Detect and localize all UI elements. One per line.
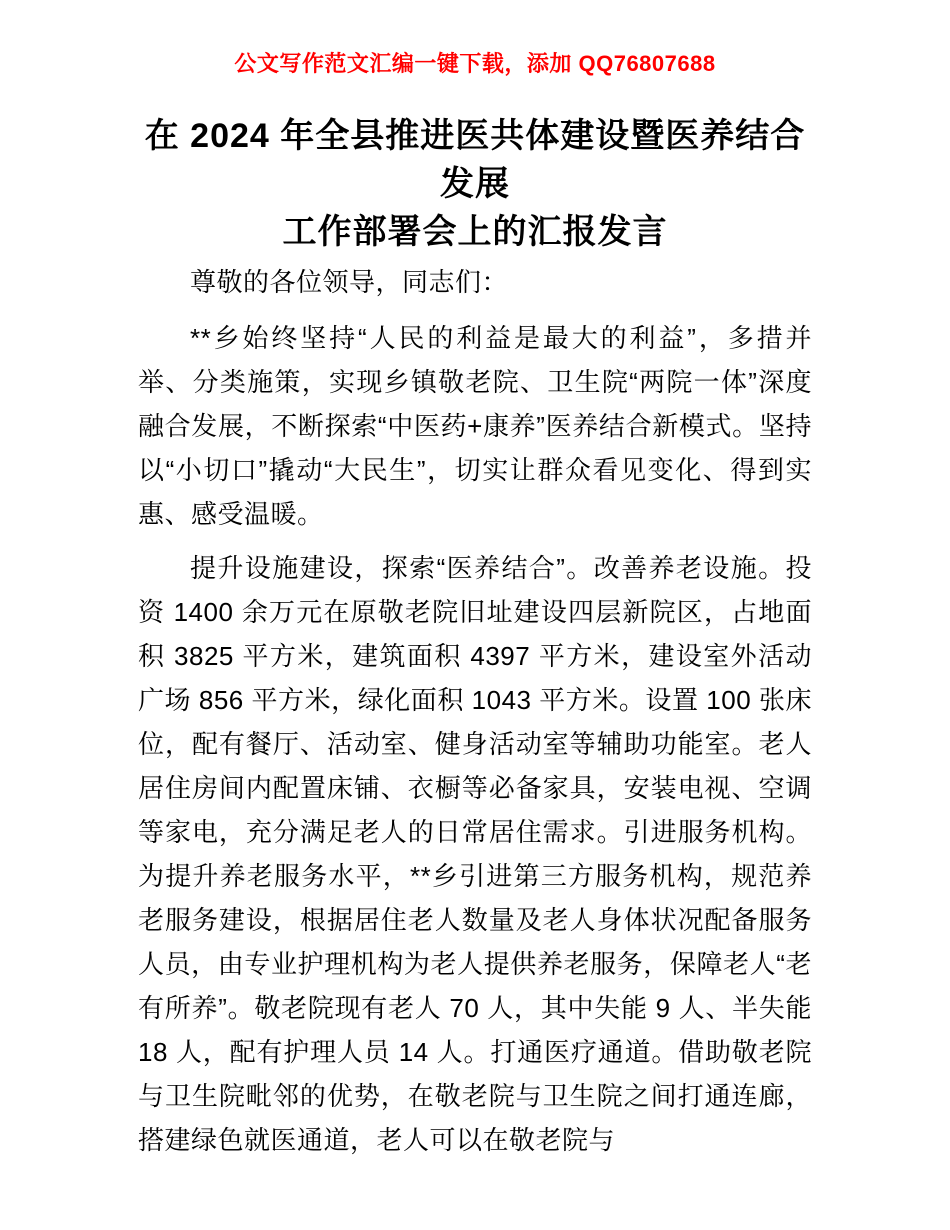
salutation: 尊敬的各位领导，同志们： xyxy=(190,267,509,297)
promo-banner: 公文写作范文汇编一键下载，添加 QQ76807688 xyxy=(234,51,716,76)
document-title xyxy=(138,112,812,256)
document-title-line-2: 工作部署会上的汇报发言 xyxy=(282,213,668,251)
paragraph-facility-construction: 提升设施建设，探索“医养结合”。改善养老设施。投资 1400 余万元在原敬老院旧址建设四层新院区，占地面积 3825 平方米，建筑面积 4397 平方米，建设室外活动广场 856 平方米，绿化面积 1043 平方米。设置 100 张床位，配有餐厅、活动室、健身活动室等辅助功能室。老人居住房间内配置床铺、衣橱等必备家具，安装电视、空调等家电，充分满足老人的日常居住需求。引进服务机构。为提升养老服务水平，**乡引进第三方服务机构，规范养老服务建设，根据居住老人数量及老人身体状况配备服务人员，由专业护理机构为老人提供养老服务，保障老人“老有所养”。敬老院现有老人 70 人，其中失能 9 人、半失能 18 人，配有护理人员 14 人。打通医疗通道。借助敬老院与卫生院毗邻的优势，在敬老院与卫生院之间打通连廊，搭建绿色就医通道，老人可以在敬老院与 xyxy=(138,553,812,1155)
document-title-line-1: 在 2024 年全县推进医共体建设暨医养结合发展 xyxy=(144,117,806,203)
paragraph-intro: **乡始终坚持“人民的利益是最大的利益”，多措并举、分类施策，实现乡镇敬老院、卫生院“两院一体”深度融合发展，不断探索“中医药+康养”医养结合新模式。坚持以“小切口”撬动“大民生”，切实让群众看见变化、得到实惠、感受温暖。 xyxy=(138,323,812,529)
